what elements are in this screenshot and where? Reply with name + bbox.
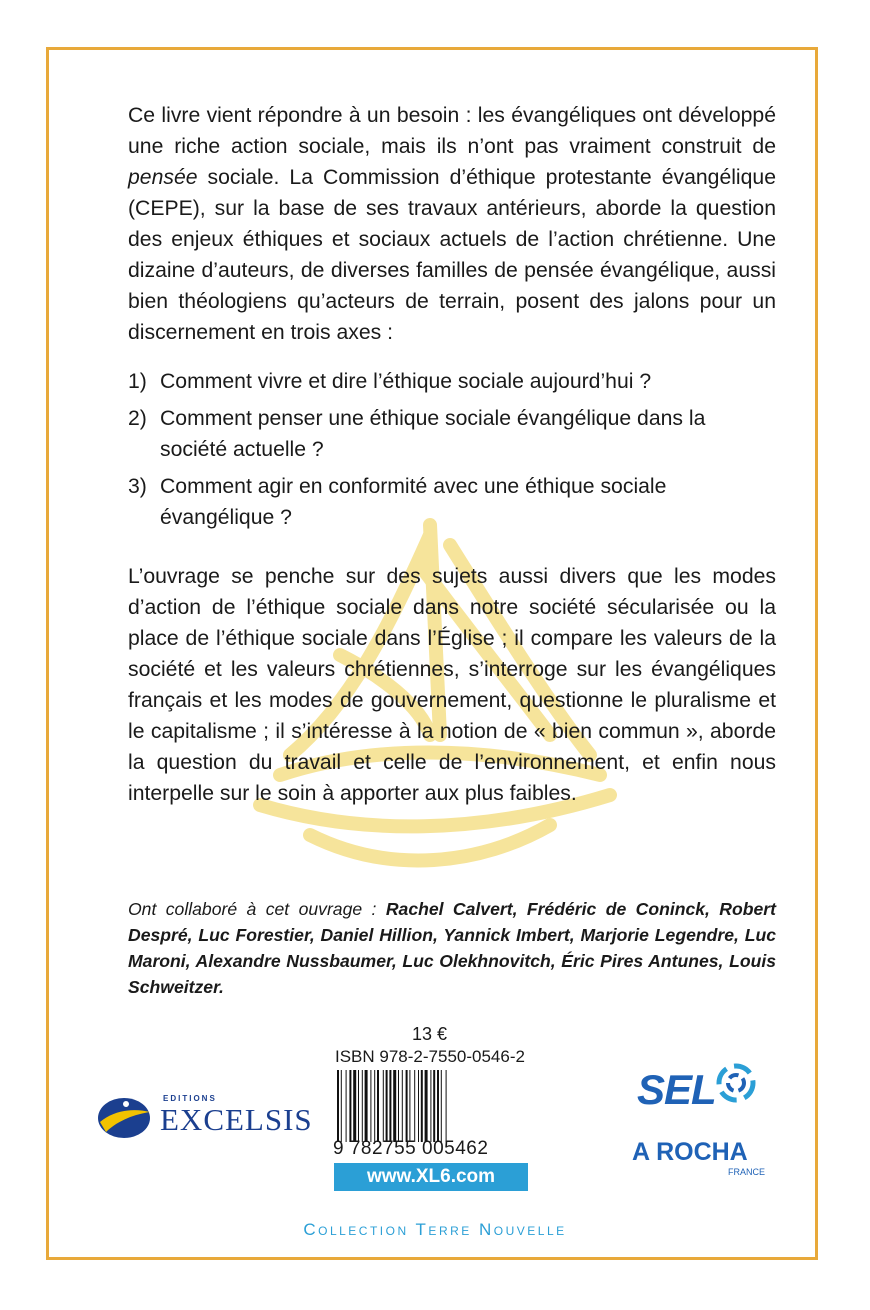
price: 13 € [412,1024,448,1044]
intro-text-b: sociale. La Commission d’éthique protestante évangélique (CEPE), sur la base de ses travaux antérieurs, aborde la question des enjeux éthiques et sociaux actuels de l’action chrétienne. Une dizaine d’auteurs, de diverses familles de pensée évangélique, aussi bien théologiens qu’acteurs de terrain, posent des jalons pour un discernement en trois axes : [128,166,776,344]
intro-text-a: Ce livre vient répondre à un besoin : les évangéliques ont développé une riche action sociale, mais ils n’ont pas vraiment construit de [128,104,776,158]
sel-logo-text: SEL [637,1066,716,1113]
arocha-logo-text: A ROCHA [632,1138,748,1166]
axis-text: Comment agir en conformité avec une éthique sociale évangélique ? [160,475,667,529]
isbn: ISBN 978-2-7550-0546-2 [335,1047,525,1066]
publisher-label: EDITIONS [163,1094,217,1103]
arocha-country: FRANCE [728,1167,766,1177]
collaborators [128,896,776,1000]
collaborators-lead: Ont collaboré à cet ouvrage : [128,899,386,919]
axis-text: Comment penser une éthique sociale évangélique dans la société actuelle ? [160,407,706,461]
axis-number: 2) [128,407,147,430]
back-cover-text [128,100,776,809]
intro-paragraph [128,100,776,348]
second-paragraph: L’ouvrage se penche sur des sujets aussi divers que les modes d’action de l’éthique sociale dans notre société sécularisée ou la place de l’éthique sociale dans l’Église ; il compare les valeurs de la société et les valeurs chrétiennes, s’interroge sur les évangéliques français et les modes de gouvernement, questionne le pluralisme et le capitalisme ; il s’intéresse à la notion de « bien commun », aborde la question du travail et celle de l’environnement, et enfin nous interpelle sur le soin à apporter aux plus faibles. [128,565,776,805]
collection-name: Collection Terre Nouvelle [303,1220,567,1239]
publisher-name: EXCELSIS [160,1102,313,1137]
barcode-icon [333,1070,528,1142]
axis-number: 1) [128,370,147,393]
barcode-digits: 9 782755 005462 [333,1138,489,1159]
list-item [128,403,776,465]
excelsis-swoosh-icon [96,1092,152,1140]
collaborators-names: Rachel Calvert, Frédéric de Coninck, Robert Despré, Luc Forestier, Daniel Hillion, Yannick Imbert, Marjorie Legendre, Luc Maroni, Alexandre Nussbaumer, Luc Olekhnovitch, Éric Pires Antunes, Louis Schweitzer. [128,899,776,997]
axis-number: 3) [128,475,147,498]
intro-emphasis: pensée [128,166,198,189]
axes-list [128,366,776,533]
list-item [128,366,776,397]
list-item [128,471,776,533]
sel-swirl-icon [716,1063,756,1103]
website-link[interactable]: www.XL6.com [334,1163,528,1191]
axis-text: Comment vivre et dire l’éthique sociale aujourd’hui ? [160,370,652,393]
